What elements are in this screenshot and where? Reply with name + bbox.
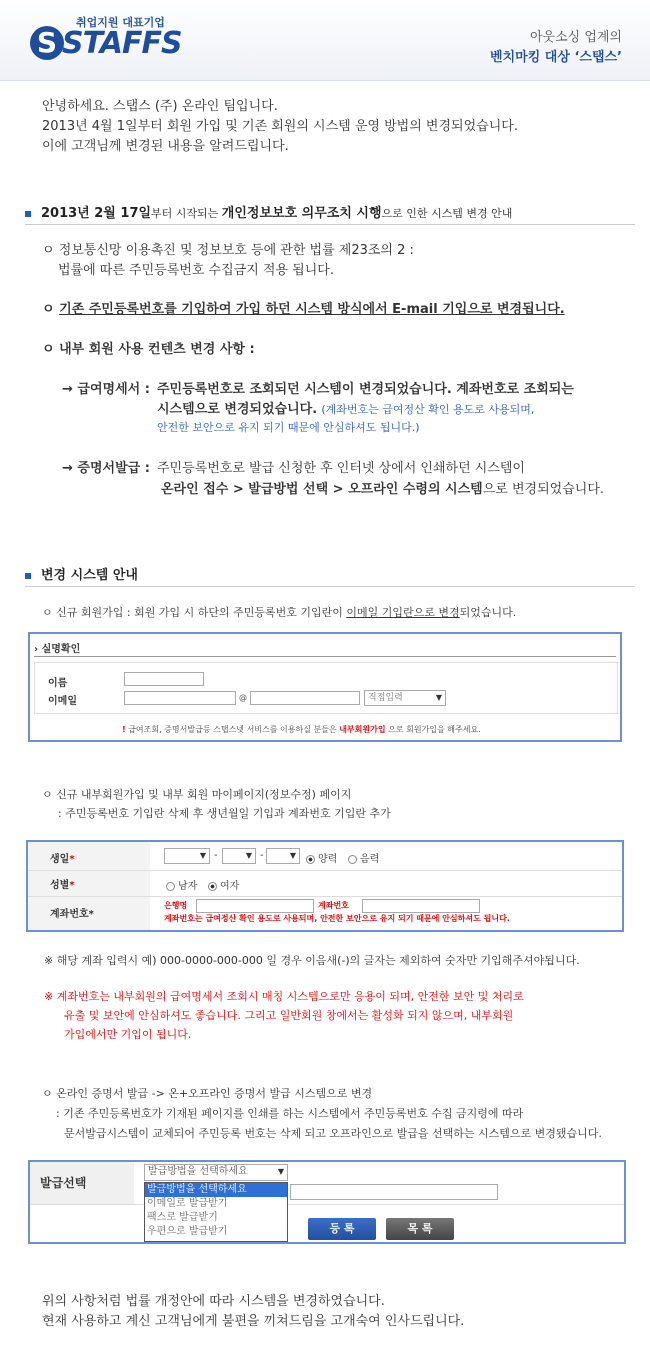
- register-button[interactable]: 등 록: [308, 1218, 376, 1240]
- email-change-item: ㅇ 기존 주민등록번호를 기입하여 가입 하던 시스템 방식에서 E-mail 기입으로 변경됩니다.: [42, 302, 565, 317]
- name-input[interactable]: [124, 672, 204, 686]
- email-domain-input[interactable]: [250, 691, 360, 705]
- account-security-note-3: 가입에서만 기입이 됩니다.: [64, 1028, 192, 1041]
- form-fields-area: [34, 662, 618, 714]
- dropdown-arrow-icon: ▼: [277, 1167, 284, 1176]
- birth-day-select[interactable]: [266, 848, 300, 864]
- birth-label: 생일*: [50, 854, 75, 865]
- bank-name-label: 은행명: [164, 901, 188, 910]
- dropdown-arrow-icon: ▼: [245, 851, 252, 860]
- realname-check-form: [28, 632, 622, 742]
- bank-name-input[interactable]: [196, 899, 314, 913]
- closing-line-2: 현재 사용하고 계신 고객님에게 불편을 끼쳐드림을 고개숙여 인사드립니다.: [42, 1314, 465, 1329]
- law-item-line-1: ㅇ 정보통신망 이용촉진 및 정보보호 등에 관한 법률 제23조의 2 :: [42, 243, 414, 258]
- online-cert-item: ㅇ 온라인 증명서 발급 -> 온+오프라인 증명서 발급 시스템으로 변경: [42, 1087, 373, 1100]
- certificate-text-1: 주민등록번호로 발급 신청한 후 인터넷 상에서 인쇄하던 시스템이: [157, 461, 525, 476]
- form-heading-divider: [34, 656, 616, 657]
- date-separator: -: [214, 850, 218, 861]
- payslip-text-2: 시스템으로 변경되었습니다. (계좌번호는 급여정산 확인 용도로 사용되며,: [157, 402, 535, 417]
- row-divider: [28, 870, 622, 871]
- payslip-note-2: 안전한 보안으로 유지 되기 때문에 안심하셔도 됩니다.): [157, 421, 420, 434]
- dropdown-option[interactable]: 발급방법을 선택하세요: [145, 1183, 287, 1197]
- email-domain-select[interactable]: 직접입력 ▼: [364, 690, 446, 706]
- dropdown-arrow-icon: ▼: [289, 851, 296, 860]
- account-number-label: 계좌번호: [318, 901, 349, 910]
- closing-line-1: 위의 사항처럼 법률 개정안에 따라 시스템을 변경하였습니다.: [42, 1294, 385, 1309]
- section2-divider: [25, 586, 635, 587]
- account-security-note-2: 유출 및 보안에 안심하셔도 좋습니다. 그리고 일반회원 창에서는 활성화 되지 않으며, 내부회원: [64, 1009, 514, 1022]
- certificate-text-2: 온라인 접수 > 발급방법 선택 > 오프라인 수령의 시스템으로 변경되었습니다.: [161, 482, 605, 497]
- at-sign: @: [239, 693, 247, 702]
- radio-selected-icon: [306, 855, 315, 864]
- new-member-join-item: ㅇ 신규 회원가입 : 회원 가입 시 하단의 주민등록번호 기입란이 이메일 기입란으로 변경되었습니다.: [42, 606, 517, 619]
- birth-year-select[interactable]: [164, 848, 210, 864]
- dropdown-arrow-icon: ▼: [435, 693, 442, 702]
- payslip-text-1: 주민등록번호로 조회되던 시스템이 변경되었습니다. 계좌번호로 조회되는: [157, 382, 574, 397]
- lunar-radio[interactable]: 음력: [348, 850, 379, 865]
- intro-line-3: 이에 고객님께 변경된 내용을 알려드립니다.: [42, 139, 289, 154]
- section1-title: 2013년 2월 17일부터 시작되는 개인정보보호 의무조치 시행으로 인한 시스템 변경 안내: [25, 202, 512, 221]
- section2-title: 변경 시스템 안내: [25, 564, 138, 583]
- radio-unselected-icon: [348, 855, 357, 864]
- account-label: 계좌번호*: [50, 909, 94, 920]
- list-button[interactable]: 목 록: [386, 1218, 454, 1240]
- email-id-input[interactable]: [124, 691, 236, 705]
- account-note: 계좌번호는 급여정산 확인 용도로 사용되며, 안전한 보안으로 유지 되기 때문에 안심하셔도 됩니다.: [164, 914, 510, 923]
- logo-text: STAFFS: [62, 26, 182, 61]
- internal-member-desc: : 주민등록번호 기입란 삭제 후 생년월일 기입과 계좌번호 기입란 추가: [58, 807, 391, 820]
- solar-radio[interactable]: 양력: [306, 850, 337, 865]
- bullet-square-icon: [25, 211, 31, 217]
- internal-member-form: [26, 840, 624, 932]
- radio-unselected-icon: [166, 882, 175, 891]
- intro-line-1: 안녕하세요. 스탭스 (주) 온라인 팀입니다.: [42, 99, 278, 114]
- birth-month-select[interactable]: [222, 848, 256, 864]
- female-radio[interactable]: 여자: [208, 877, 239, 892]
- logo-subtitle: 취업지원 대표기업: [76, 16, 165, 29]
- dropdown-arrow-icon: ▼: [199, 851, 206, 860]
- gender-label: 성별*: [50, 880, 75, 891]
- internal-member-item: ㅇ 신규 내부회원가입 및 내부 회원 마이페이지(정보수정) 페이지: [42, 788, 352, 801]
- header-tagline-2: 벤치마킹 대상 ‘스탭스’: [490, 50, 622, 65]
- logo-s-icon: S: [30, 26, 64, 60]
- dropdown-option[interactable]: 이메일로 발급받기: [147, 1198, 228, 1209]
- section1-divider: [25, 224, 635, 225]
- issue-method-form: [28, 1160, 626, 1244]
- name-label: 이름: [48, 678, 68, 689]
- account-security-note-1: ※ 계좌번호는 내부회원의 급여명세서 조회시 매칭 시스템으로만 응용이 되며, 안전한 보안 및 처리로: [44, 990, 524, 1003]
- issue-method-label: 발급선택: [40, 1176, 87, 1190]
- male-radio[interactable]: 남자: [166, 877, 197, 892]
- row-divider: [30, 1204, 624, 1205]
- payslip-label: → 급여명세서 :: [62, 382, 150, 397]
- account-format-note: ※ 해당 계좌 입력시 예) 000-0000-000-000 일 경우 이음새(-)의 글자는 제외하여 숫자만 기입해주셔야됩니다.: [44, 954, 580, 967]
- content-change-heading: ㅇ 내부 회원 사용 컨텐츠 변경 사항 :: [42, 342, 255, 357]
- issue-method-dropdown-list: [144, 1182, 288, 1242]
- page-header: [0, 0, 650, 81]
- email-label: 이메일: [48, 696, 77, 707]
- issue-method-select[interactable]: 발급방법을 선택하세요 ▼: [144, 1164, 288, 1181]
- certificate-label: → 증명서발급 :: [62, 461, 150, 476]
- law-item-line-2: 법률에 따른 주민등록번호 수집금지 적용 됩니다.: [58, 263, 334, 278]
- dropdown-option[interactable]: 우편으로 발급받기: [147, 1226, 228, 1237]
- dropdown-option[interactable]: 팩스로 발급받기: [147, 1212, 218, 1223]
- online-cert-desc-2: 문서발급시스템이 교체되어 주민등록 번호는 삭제 되고 오프라인으로 발급을 선택하는 시스템으로 변경됐습니다.: [64, 1127, 602, 1140]
- warning-icon: !: [122, 725, 126, 734]
- date-separator: -: [260, 850, 264, 861]
- online-cert-desc-1: : 기존 주민등록번호가 기재된 페이지를 인쇄를 하는 시스템에서 주민등록번호 수집 금지령에 따라: [56, 1107, 524, 1120]
- form-heading: › 실명확인: [34, 644, 81, 655]
- header-tagline-1: 아웃소싱 업계의: [529, 30, 622, 45]
- radio-selected-icon: [208, 882, 217, 891]
- account-number-input[interactable]: [362, 899, 480, 913]
- row-divider: [28, 896, 622, 897]
- bullet-square-icon: [25, 573, 31, 579]
- internal-member-notice: ! 급여조회, 증명서발급등 스탭스넷 서비스를 이용하실 분들은 내부회원가입 으로 회원가입을 해주세요.: [122, 725, 481, 734]
- intro-line-2: 2013년 4월 1일부터 회원 가입 및 기존 회원의 시스템 운영 방법의 변경되었습니다.: [42, 119, 518, 134]
- issue-detail-input[interactable]: [290, 1184, 498, 1200]
